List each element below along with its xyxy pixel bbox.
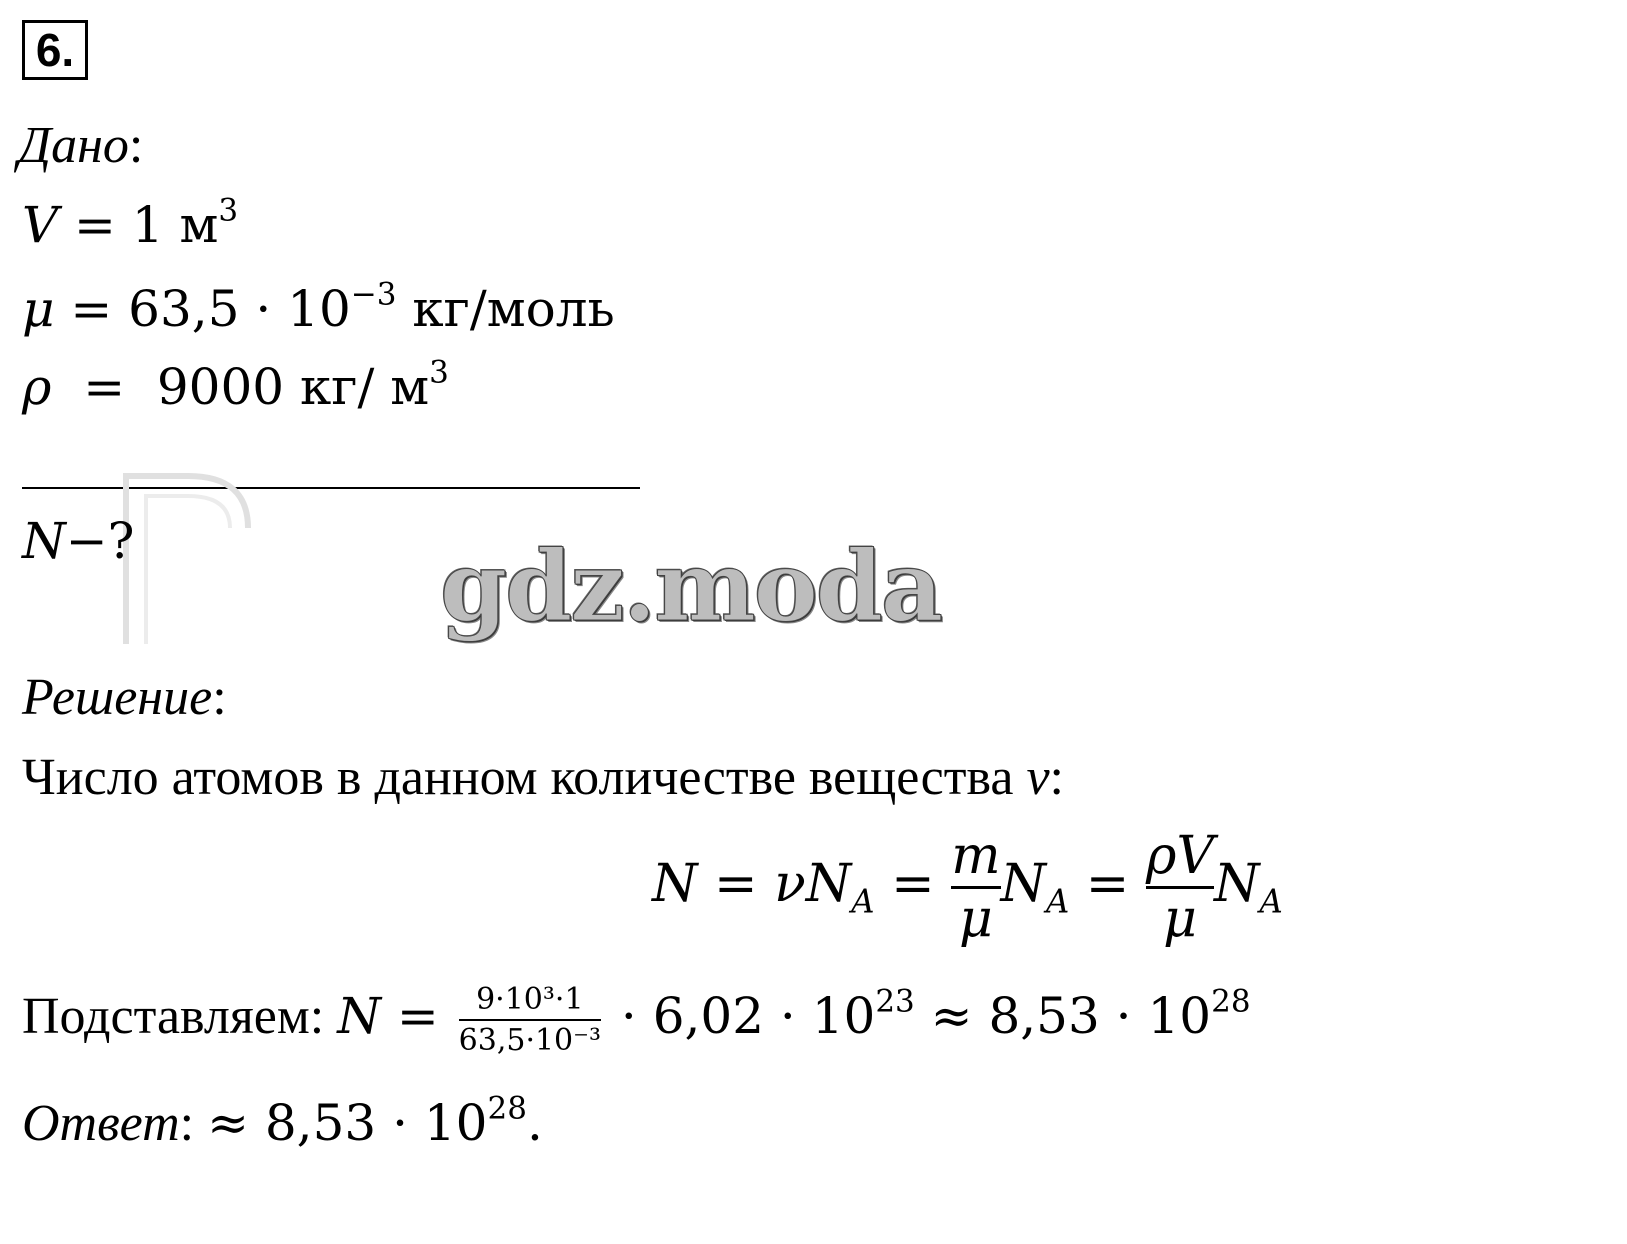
formula-eq3: = [1069, 854, 1146, 914]
rho-var: ρ [22, 358, 52, 416]
substitute-mult-exp: 23 [875, 983, 915, 1020]
given-volume [22, 192, 239, 254]
formula-na1: N [805, 854, 852, 914]
given-heading-text: Дано [18, 117, 129, 174]
volume-var: V [22, 196, 59, 254]
formula-eq2: = [874, 854, 952, 914]
watermark-shape-icon [118, 468, 254, 644]
solution-heading-colon: : [212, 669, 227, 726]
substitute-label: Подставляем: [22, 988, 338, 1045]
solution-heading [22, 668, 227, 727]
find-unknown [22, 512, 134, 570]
formula-na2: N [1000, 854, 1046, 914]
fraction1-numerator: m [951, 826, 1001, 886]
rho-value: = 9000 кг/ м [51, 358, 430, 416]
answer-end: . [526, 1094, 543, 1152]
given-molar-mass [22, 276, 615, 338]
mu-unit: кг/моль [396, 280, 615, 338]
formula-na1-sub: A [851, 882, 875, 921]
volume-value: = 1 м [58, 196, 219, 254]
mu-value: = 63,5 · 10 [54, 280, 351, 338]
problem-number: 6. [22, 20, 88, 80]
formula-na3: N [1214, 854, 1260, 914]
mu-exp: −3 [350, 276, 397, 313]
volume-exp: 3 [218, 192, 239, 229]
substitute-approx: ≈ 8,53 · 10 [914, 987, 1212, 1045]
fraction2-numerator: ρV [1145, 826, 1215, 886]
fraction-m-over-mu [951, 826, 1000, 949]
fraction2-denominator: μ [1163, 889, 1197, 949]
formula-nu: ν [774, 854, 806, 914]
substitute-eq: = [380, 987, 455, 1045]
fraction-rhov-over-mu [1146, 826, 1214, 949]
substitute-approx-exp: 28 [1211, 983, 1251, 1020]
given-heading [18, 116, 143, 175]
given-heading-colon: : [128, 117, 144, 174]
answer-colon: : [179, 1095, 208, 1152]
intro-text: Число атомов в данном количестве вещества [22, 749, 1027, 806]
watermark-logo: gdz.moda [440, 530, 942, 643]
substitute-fraction [459, 982, 601, 1058]
solution-intro [22, 748, 1064, 807]
answer-exp: 28 [487, 1090, 527, 1127]
formula-na2-sub: A [1046, 882, 1070, 921]
given-density [22, 354, 449, 416]
formula-eq1: = [697, 854, 775, 914]
solution-heading-text: Решение [22, 669, 213, 726]
answer-value: ≈ 8,53 · 10 [207, 1094, 488, 1152]
substitute-mult: · 6,02 · 10 [605, 987, 876, 1045]
substitute-expression [337, 982, 1251, 1058]
formula-lhs: N [652, 854, 698, 914]
mu-var: μ [22, 280, 55, 338]
find-rest: −? [65, 512, 135, 570]
answer-label: Ответ [22, 1095, 180, 1152]
substitution-line [22, 982, 1251, 1058]
formula-na3-sub: A [1259, 882, 1283, 921]
substitute-numerator: 9·10³·1 [476, 982, 584, 1017]
substitute-denominator: 63,5·10⁻³ [458, 1023, 602, 1058]
substitute-bar [459, 1019, 601, 1021]
fraction1-denominator: μ [958, 889, 993, 949]
answer-line [22, 1090, 543, 1153]
find-var: N [22, 512, 66, 570]
rho-exp: 3 [429, 354, 449, 391]
given-divider [22, 487, 640, 489]
substitute-lhs: N [337, 987, 381, 1045]
main-formula [652, 826, 1283, 949]
intro-var: ν [1026, 749, 1050, 806]
intro-end: : [1049, 749, 1064, 806]
